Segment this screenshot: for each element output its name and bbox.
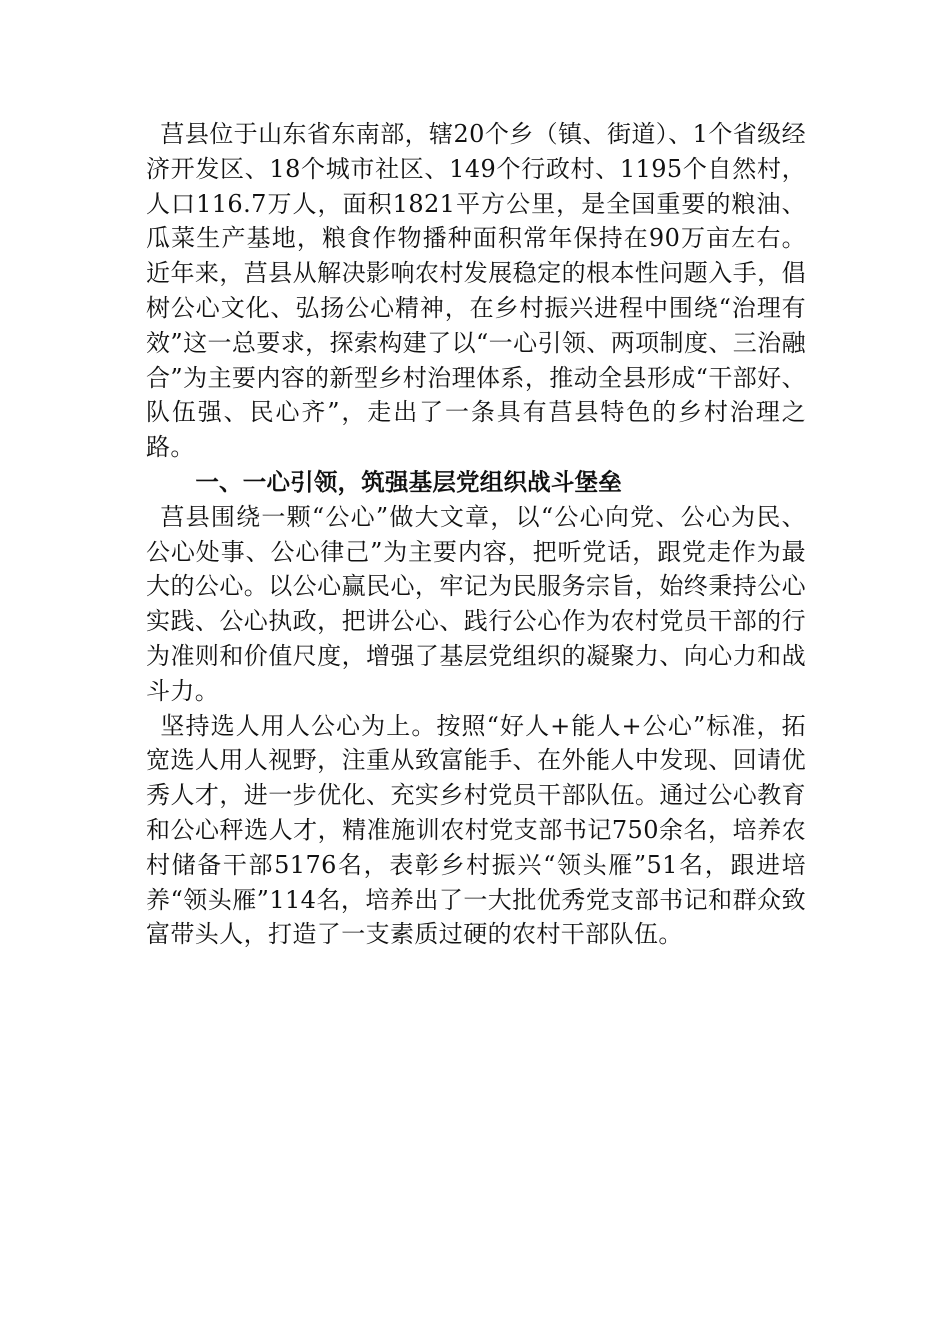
document-body: [146, 117, 806, 952]
section1-body-paragraph: 莒县围绕一颗“公心”做大文章，以“公心向党、公心为民、公心处事、公心律己”为主要内容，把听党话，跟党走作为最大的公心。以公心赢民心，牢记为民服务宗旨，始终秉持公心实践、公心执政，把讲公心、践行公心作为农村党员干部的行为准则和价值尺度，增强了基层党组织的凝聚力、向心力和战斗力。: [146, 502, 806, 705]
section-heading-1: 一、一心引领，筑强基层党组织战斗堡垒: [195, 467, 622, 496]
intro-paragraph: 莒县位于山东省东南部，辖20个乡（镇、街道）、1个省级经济开发区、18个城市社区、149个行政村、1195个自然村，人口116.7万人，面积1821平方公里，是全国重要的粮油、瓜菜生产基地，粮食作物播种面积常年保持在90万亩左右。近年来，莒县从解决影响农村发展稳定的根本性问题入手，倡树公心文化、弘扬公心精神，在乡村振兴进程中围绕“治理有效”这一总要求，探索构建了以“一心引领、两项制度、三治融合”为主要内容的新型乡村治理体系，推动全县形成“干部好、队伍强、民心齐”，走出了一条具有莒县特色的乡村治理之路。: [146, 120, 806, 462]
section1-point1-paragraph: 坚持选人用人公心为上。按照“好人+能人+公心”标准，拓宽选人用人视野，注重从致富能手、在外能人中发现、回请优秀人才，进一步优化、充实乡村党员干部队伍。通过公心教育和公心秤选人才，精准施训农村党支部书记750余名，培养农村储备干部5176名，表彰乡村振兴“领头雁”51名，跟进培养“领头雁”114名，培养出了一大批优秀党支部书记和群众致富带头人，打造了一支素质过硬的农村干部队伍。: [146, 711, 806, 949]
